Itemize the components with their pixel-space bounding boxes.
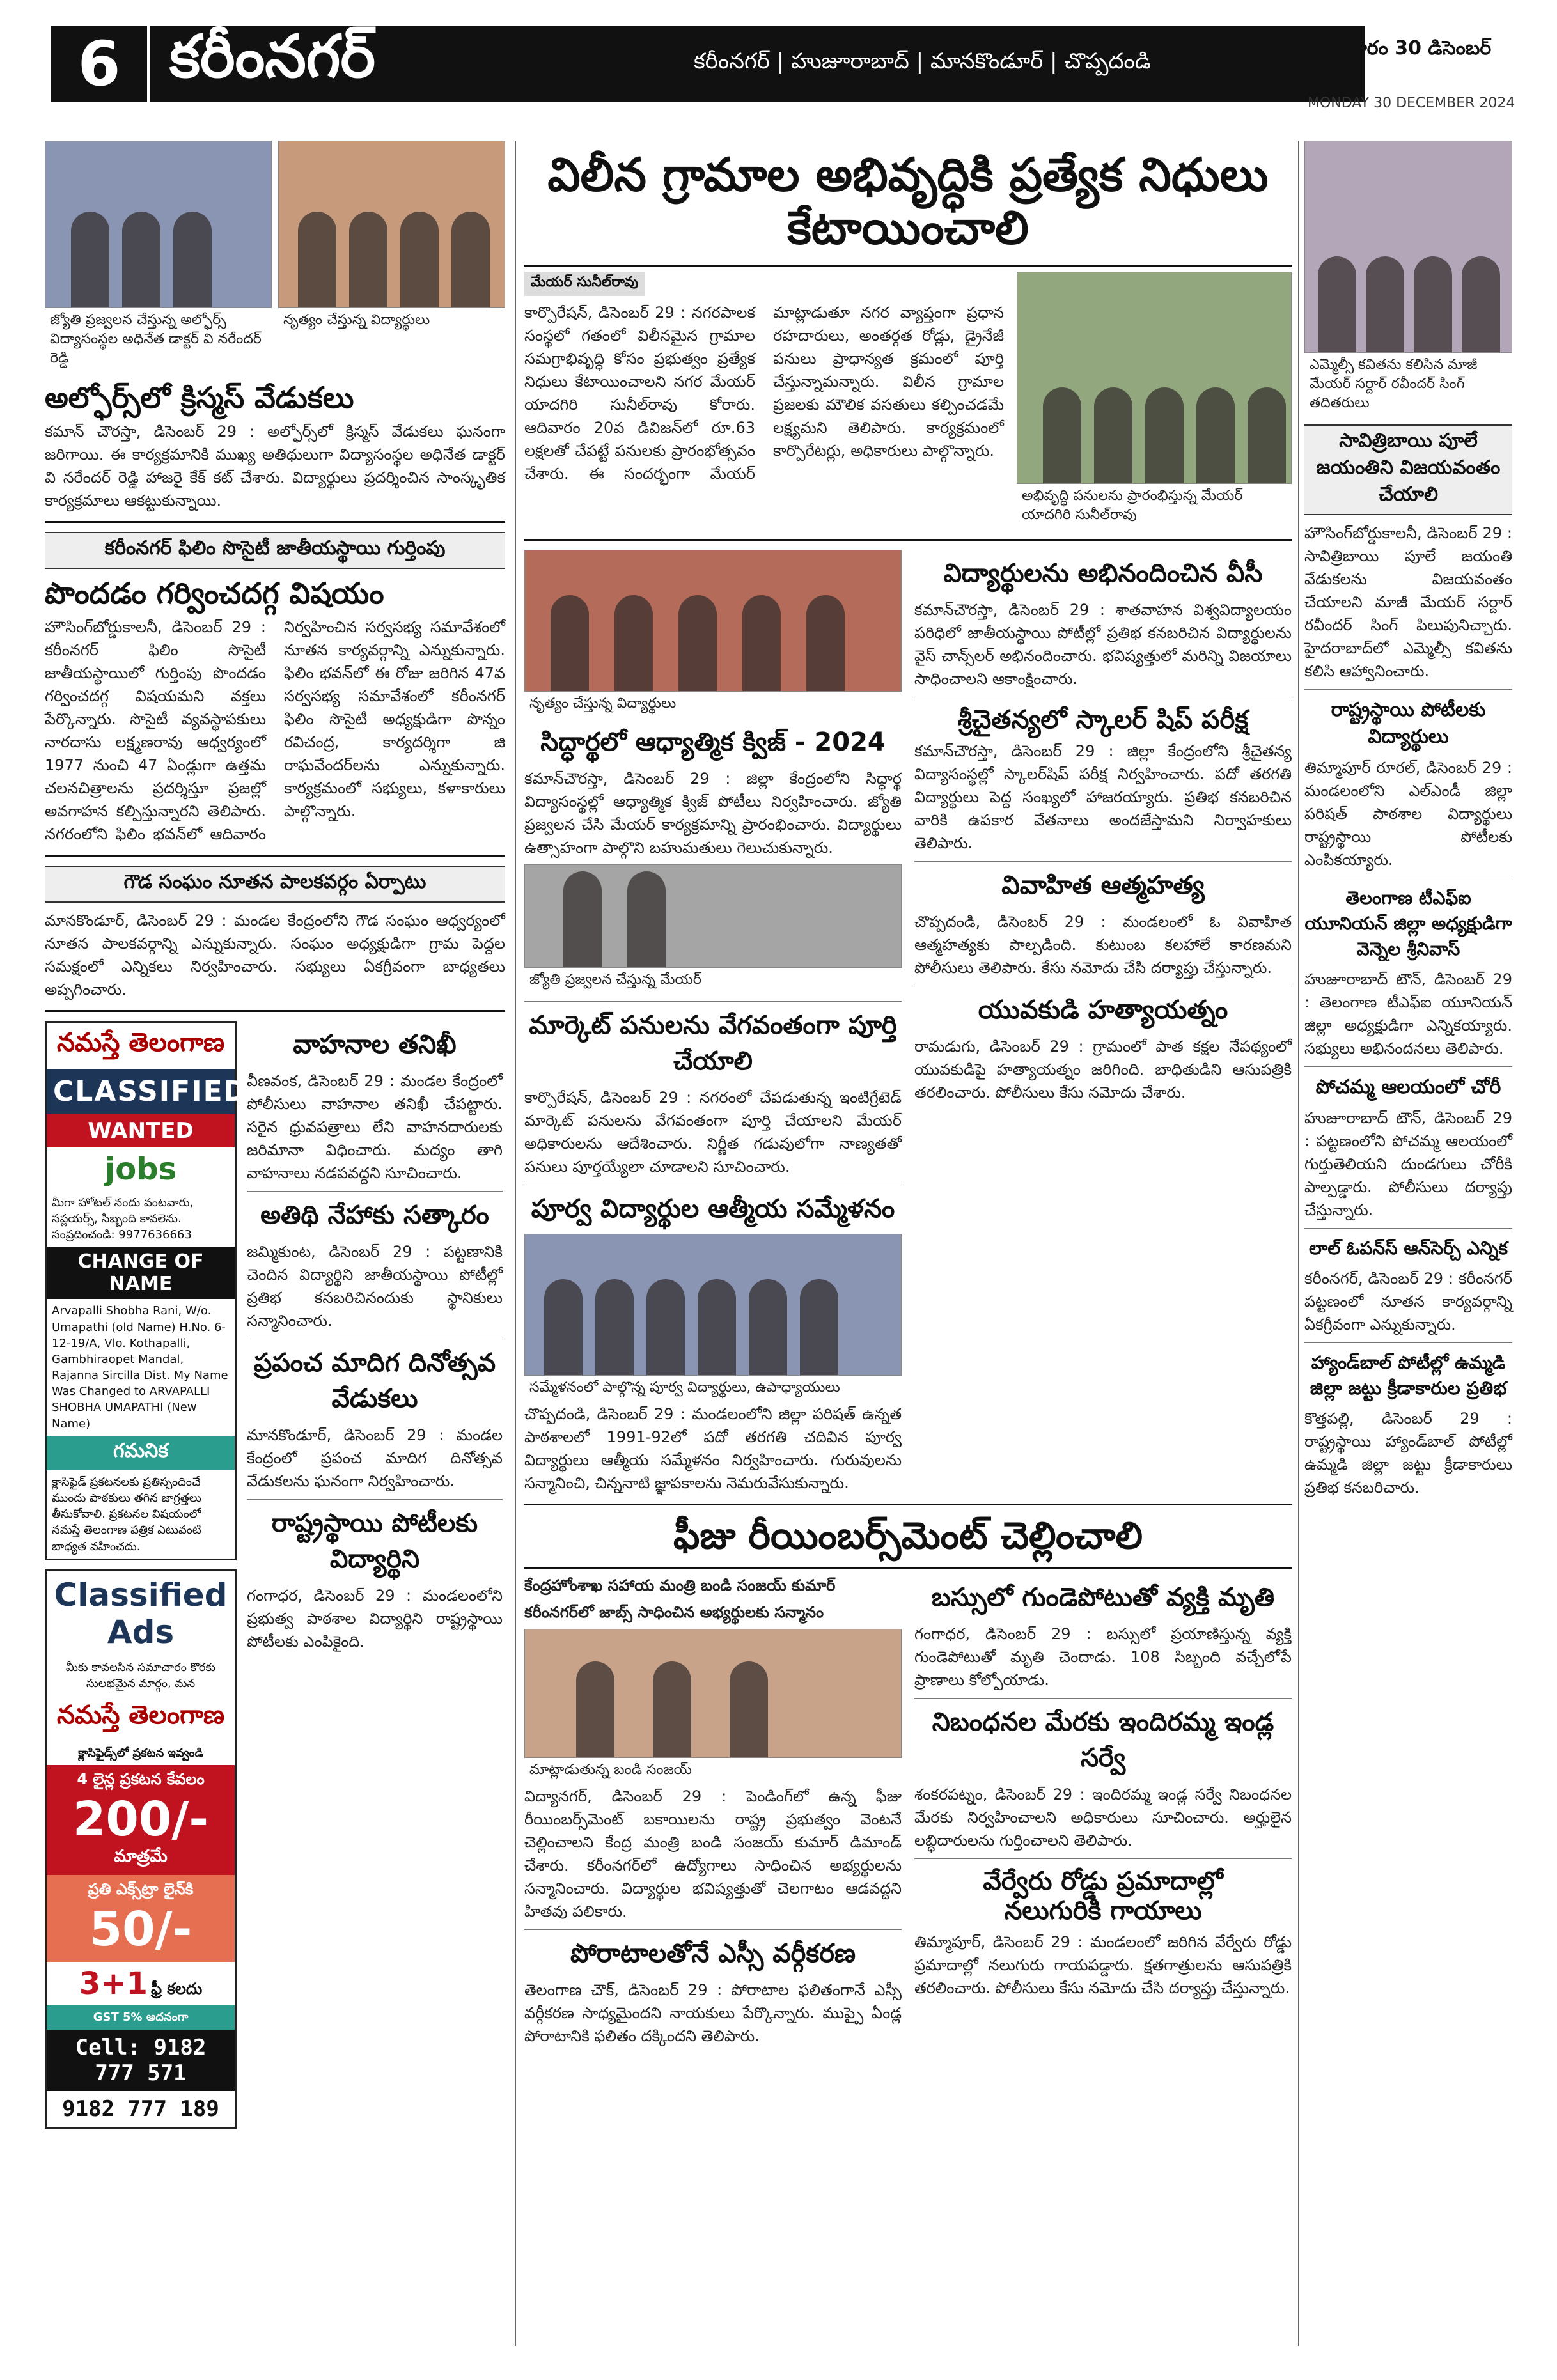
headline: మార్కెట్ పనులను వేగవంతంగా పూర్తి చేయాలి bbox=[529, 1010, 897, 1076]
headline: పోచమ్మ ఆలయంలో చోరీ bbox=[1315, 1076, 1501, 1098]
article-body: విద్యానగర్, డిసెంబర్ 29 : పెండింగ్‌లో ఉన్న ఫీజు రీయింబర్స్‌మెంట్ బకాయిలను రాష్ట్ర ప్రభుత్వం వెంటనే చెల్లించాలని కేంద్ర మంత్రి బండి సంజయ్ కుమార్ డిమాండ్ చేశారు. కరీంనగర్‌లో ఉద్యోగాలు సాధించిన అభ్యర్థులను సన్మానించారు. విద్యార్థుల భవిష్యత్తుతో చెలగాటం ఆడవద్దని హితవు పలికారు. bbox=[524, 1787, 902, 1921]
headline: నలుగురికి గాయాలు bbox=[1004, 1896, 1202, 1926]
ad-brand: నమస్తే తెలంగాణ bbox=[56, 1700, 225, 1731]
ad-phone: 9182 777 189 bbox=[47, 2091, 235, 2127]
article-body: తిమ్మాపూర్, డిసెంబర్ 29 : మండలంలో జరిగిన వేర్వేరు రోడ్డు ప్రమాదాల్లో నలుగురు గాయపడ్డారు. క్షతగాత్రులను ఆసుపత్రికి తరలించారు. పోలీసులు కేసు నమోదు చేసి దర్యాప్తు చేస్తున్నారు. bbox=[914, 1933, 1292, 1998]
left-column bbox=[45, 141, 505, 2138]
ad-price: 4 లైన్ల ప్రకటన కేవలం 200/- మాత్రమే bbox=[47, 1765, 235, 1875]
article-body: కమాన్ చౌరస్తా, డిసెంబర్ 29 : అల్ఫోర్స్‌లో క్రిస్మస్ వేడుకలు ఘనంగా జరిగాయి. ఈ కార్యక్రమానికి ముఖ్య అతిథులుగా విద్యాసంస్థల అధినేత డాక్టర్ వి నరేందర్ రెడ్డి హాజరై కేక్ కట్ చేశారు. విద్యార్థులు ప్రదర్శించిన సాంస్కృతిక కార్యక్రమాలు ఆకట్టుకున్నాయి. bbox=[45, 422, 505, 509]
article-body: తెలంగాణ చౌక్, డిసెంబర్ 29 : పోరాటాల ఫలితంగానే ఎస్సీ వర్గీకరణ సాధ్యమైందని నాయకులు పేర్కొన్నారు. ముప్పై ఏండ్ల పోరాటానికి ఫలితం దక్కిందని తెలిపారు. bbox=[524, 1981, 902, 2046]
right-column bbox=[1304, 141, 1512, 1499]
headline: నిబంధనల మేరకు ఇందిరమ్మ ఇండ్ల సర్వే bbox=[932, 1707, 1274, 1773]
ad-title: Classified Ads bbox=[54, 1576, 228, 1651]
article-body: హుజూరాబాద్ టౌన్, డిసెంబర్ 29 : పట్టణంలోని పోచమ్మ ఆలయంలో గుర్తుతెలియని దుండగులు చోరీకి పాల్పడ్డారు. పోలీసులు దర్యాప్తు చేస్తున్నారు. bbox=[1304, 1109, 1512, 1219]
photo-caption: ఎమ్మెల్సీ కవితను కలిసిన మాజీ మేయర్ సర్దార్ రవీందర్ సింగ్ తదితరులు bbox=[1310, 357, 1478, 411]
date-block bbox=[1308, 26, 1519, 111]
photo-caption: మాట్లాడుతున్న బండి సంజయ్ bbox=[529, 1762, 692, 1778]
column-divider bbox=[515, 141, 516, 2346]
news-photo bbox=[1304, 141, 1512, 353]
headline: వివాహిత ఆత్మహత్య bbox=[1001, 870, 1205, 900]
ad-text: మీగా హోటల్ నందు వంటవారు, సప్లయర్స్, సిబ్బంది కావలెను. సంప్రదించండి: 9977636663 bbox=[52, 1195, 194, 1242]
ad-gst: GST 5% అదనంగా bbox=[47, 2005, 235, 2029]
headline: హ్యాండ్‌బాల్ పోటీల్లో ఉమ్మడి జిల్లా జట్టు క్రీడాకారుల ప్రతిభ bbox=[1310, 1352, 1507, 1399]
ad-price-extra: ప్రతి ఎక్స్‌ట్రా లైన్‌కి 50/- bbox=[47, 1875, 235, 1962]
ad-jobs: jobs bbox=[104, 1151, 177, 1187]
article-body: కార్పొరేషన్, డిసెంబర్ 29 : నగరంలో చేపడుతున్న ఇంటిగ్రేటెడ్ మార్కెట్ పనులను వేగవంతంగా పూర్తి చేయాలని మేయర్ అధికారులను ఆదేశించారు. నిర్ణీత గడువులోగా నాణ్యతతో పనులు పూర్తయ్యేలా చూడాలని సూచించారు. bbox=[524, 1088, 902, 1176]
headline: విద్యార్థులను అభినందించిన వీసీ bbox=[943, 558, 1263, 588]
news-photo bbox=[524, 1629, 902, 1758]
article-body: చొప్పదండి, డిసెంబర్ 29 : మండలంలోని జిల్లా పరిషత్ ఉన్నత పాఠశాలలో 1991-92లో పదో తరగతి చదివిన పూర్వ విద్యార్థులు ఆత్మీయ సమ్మేళనం నిర్వహించారు. గురువులను సన్మానించి, చిన్ననాటి జ్ఞాపకాలను నెమరువేసుకున్నారు. bbox=[524, 1404, 902, 1492]
article-body: కరీంనగర్, డిసెంబర్ 29 : కరీంనగర్ పట్టణంలో నూతన కార్యవర్గాన్ని ఏకగ్రీవంగా ఎన్నుకున్నారు. bbox=[1304, 1270, 1512, 1334]
ad-text: మీకు కావలసిన సమాచారం కొరకు సులభమైన మార్గం, మన bbox=[65, 1660, 216, 1690]
ad-notice-head: గమనిక bbox=[47, 1436, 235, 1470]
news-photo bbox=[524, 864, 902, 968]
headline: యువకుడి హత్యాయత్నం bbox=[978, 995, 1228, 1025]
date-en: MONDAY 30 DECEMBER 2024 bbox=[1308, 95, 1515, 111]
headline: ప్రపంచ మాదిగ దినోత్సవ వేడుకలు bbox=[253, 1348, 496, 1413]
headline: పోరాటాలతోనే ఎస్సీ వర్గీకరణ bbox=[570, 1939, 856, 1969]
ad-text: క్లాసిఫైడ్స్‌లో ప్రకటన ఇవ్వండి bbox=[78, 1746, 203, 1761]
ad-block bbox=[45, 1569, 237, 2129]
article-body: మానకొండూర్, డిసెంబర్ 29 : మండల కేంద్రంలో ప్రపంచ మాదిగ దినోత్సవ వేడుకలను ఘనంగా నిర్వహించారు. bbox=[247, 1426, 503, 1490]
photo-caption: నృత్యం చేస్తున్న విద్యార్థులు bbox=[529, 695, 677, 712]
photo-caption: జ్యోతి ప్రజ్వలన చేస్తున్న అల్ఫోర్స్ విద్యాసంస్థల అధినేత డాక్టర్ వి నరేందర్ రెడ్డి bbox=[50, 312, 262, 366]
headline: శ్రీచైతన్యలో స్కాలర్ షిప్ పరీక్ష bbox=[957, 704, 1249, 735]
news-photo bbox=[278, 141, 505, 308]
headline: సిద్ధార్థలో ఆధ్యాత్మిక క్విజ్‌ - 2024 bbox=[540, 727, 886, 757]
article-body: రామడుగు, డిసెంబర్ 29 : గ్రామంలో పాత కక్షల నేపథ్యంలో యువకుడిపై హత్యాయత్నం జరిగింది. బాధితుడిని ఆసుపత్రికి తరలించారు. పోలీసులు కేసు నమోదు చేశారు. bbox=[914, 1037, 1292, 1101]
article-body: కమాన్‌చౌరస్తా, డిసెంబర్ 29 : జిల్లా కేంద్రంలోని సిద్ధార్థ విద్యాసంస్థల్లో ఆధ్యాత్మిక క్విజ్ పోటీలు నిర్వహించారు. జ్యోతి ప్రజ్వలన చేసి మేయర్ కార్యక్రమాన్ని ప్రారంభించారు. విద్యార్థులు ఉత్సాహంగా పాల్గొని బహుమతులు గెలుచుకున్నారు. bbox=[524, 769, 902, 857]
headline: రాష్ట్రస్థాయి పోటీలకు విద్యార్థిని bbox=[271, 1508, 478, 1574]
ad-change-head: CHANGE OF NAME bbox=[47, 1247, 235, 1299]
page-number: 6 bbox=[51, 26, 147, 102]
ad-phone: Cell: 9182 777 571 bbox=[47, 2030, 235, 2091]
photo-caption: జ్యోతి ప్రజ్వలన చేస్తున్న మేయర్ bbox=[529, 971, 701, 988]
headline: పూర్వ విద్యార్థుల ఆత్మీయ సమ్మేళనం bbox=[531, 1194, 895, 1224]
headline: అల్ఫోర్స్‌లో క్రిస్మస్ వేడుకలు bbox=[45, 380, 354, 415]
edition-title: కరీంనగర్ bbox=[169, 22, 375, 91]
headline: రాష్ట్రస్థాయి పోటీలకు విద్యార్థులు bbox=[1331, 699, 1486, 748]
date-te: సోమవారం 30 డిసెంబర్ 2024 bbox=[1308, 37, 1492, 86]
ad-text: Arvapalli Shobha Rani, W/o. Umapathi (old Name) H.No. 6-12-19/A, Vlo. Kothapalli, Gambhiraopet Mandal, Rajanna Sircilla Dist. My Name Was Changed to ARVAPALLI SHOBHA UMAPATHI (New Name) bbox=[52, 1304, 228, 1431]
ad-offer: 3+1 ఫ్రీ కలదు bbox=[79, 1966, 203, 2002]
article-body: హుజూరాబాద్ టౌన్, డిసెంబర్ 29 : తెలంగాణ టీఎఫ్‌ఐ యూనియన్ జిల్లా అధ్యక్షుడిగా ఎన్నికయ్యారు. సభ్యులు అభినందనలు తెలిపారు. bbox=[1304, 970, 1512, 1057]
center-column bbox=[524, 141, 1292, 2048]
photo-caption: నృత్యం చేస్తున్న విద్యార్థులు bbox=[283, 312, 430, 328]
headline: తెలంగాణ టీఎఫ్‌ఐ యూనియన్ జిల్లా అధ్యక్షుడిగా వెన్నెల శ్రీనివాస్ bbox=[1304, 887, 1512, 960]
headline: పొందడం గర్వించదగ్గ విషయం bbox=[45, 575, 384, 611]
article-body: మానకొండూర్, డిసెంబర్ 29 : మండల కేంద్రంలోని గౌడ సంఘం ఆధ్వర్యంలో నూతన పాలకవర్గాన్ని ఎన్నుకున్నారు. సంఘం అధ్యక్షుడిగా గ్రామ పెద్దల సమక్షంలో ఎన్నికలు నిర్వహించారు. సభ్యులు ఏకగ్రీవంగా బాధ్యతలు అప్పగించారు. bbox=[45, 911, 505, 999]
bullet: కరీంనగర్‌లో జాబ్స్ సాధించిన అభ్యర్థులకు సన్మానం bbox=[524, 1603, 824, 1622]
classified-ads bbox=[45, 1021, 249, 2138]
kicker: కరీంనగర్ ఫిలిం సొసైటీ జాతీయస్థాయి గుర్తింపు bbox=[45, 532, 505, 569]
sub-editions: కరీంనగర్ | హుజూరాబాద్ | మానకొండూర్ | చొప్పదండి bbox=[694, 49, 1151, 74]
lead-headline: విలీన గ్రామాల అభివృద్ధికి ప్రత్యేక నిధులు కేటాయించాలి bbox=[524, 148, 1292, 267]
bullet: కేంద్రహోంశాఖ సహాయ మంత్రి బండి సంజయ్ కుమార్ bbox=[524, 1576, 836, 1595]
article-body: వీణవంక, డిసెంబర్ 29 : మండల కేంద్రంలో పోలీసులు వాహనాల తనిఖీ చేపట్టారు. సరైన ధ్రువపత్రాలు లేని వాహనదారులకు జరిమానా విధించారు. మద్యం తాగి వాహనాలు నడపవద్దని సూచించారు. bbox=[247, 1071, 503, 1182]
photo-caption: అభివృద్ధి పనులను ప్రారంభిస్తున్న మేయర్ యాదగిరి సునీల్‌రావు bbox=[1022, 487, 1243, 523]
headline: అతిథి నేహాకు సత్కారం bbox=[260, 1200, 489, 1230]
news-photo bbox=[524, 550, 902, 692]
ad-classified-label: CLASSIFIED bbox=[47, 1069, 235, 1114]
article-body: గంగాధర, డిసెంబర్ 29 : బస్సులో ప్రయాణిస్తున్న వ్యక్తి గుండెపోటుతో మృతి చెందాడు. 108 సిబ్బంది వచ్చేలోపే ప్రాణాలు కోల్పోయాడు. bbox=[914, 1625, 1292, 1690]
headline: వేర్వేరు రోడ్డు ప్రమాదాల్లో bbox=[983, 1867, 1223, 1897]
kicker: గౌడ సంఘం నూతన పాలకవర్గం ఏర్పాటు bbox=[45, 866, 505, 903]
masthead bbox=[19, 0, 1538, 109]
article-body: హౌసింగ్‌బోర్డుకాలనీ, డిసెంబర్ 29 : సావిత్రిబాయి పూలే జయంతి వేడుకలను విజయవంతం చేయాలని మాజీ మేయర్ సర్దార్ రవీందర్ సింగ్ పిలుపునిచ్చారు. హైదరాబాద్‌లో ఎమ్మెల్సీ కవితను కలిసి ఆహ్వానించారు. bbox=[1304, 524, 1512, 680]
title-bar bbox=[150, 22, 1365, 102]
column-divider bbox=[1298, 141, 1299, 2346]
ad-text: క్లాసిఫైడ్ ప్రకటనలకు ప్రతిస్పందించే ముందు పాఠకులు తగిన జాగ్రత్తలు తీసుకోవాలి. ప్రకటనల విషయంలో నమస్తే తెలంగాణ పత్రిక ఎటువంటి బాధ్యత వహించదు. bbox=[52, 1475, 201, 1553]
article-body: కమాన్‌చౌరస్తా, డిసెంబర్ 29 : శాతవాహన విశ్వవిద్యాలయం పరిధిలో జాతీయస్థాయి పోటీల్లో ప్రతిభ కనబరిచిన విద్యార్థులను వైస్ చాన్స్‌లర్ అభినందించారు. భవిష్యత్తులో మరిన్ని విజయాలు సాధించాలని ఆకాంక్షించారు. bbox=[914, 600, 1292, 688]
article-body: కొత్తపల్లి, డిసెంబర్ 29 : రాష్ట్రస్థాయి హ్యాండ్‌బాల్ పోటీల్లో ఉమ్మడి జిల్లా జట్టు క్రీడాకారులు ప్రతిభ కనబరిచారు. bbox=[1304, 1410, 1512, 1497]
article-body: కార్పొరేషన్, డిసెంబర్ 29 : నగరపాలక సంస్థలో గతంలో విలీనమైన గ్రామాల సమగ్రాభివృద్ధి కోసం ప్రభుత్వం ప్రత్యేక నిధులు కేటాయించాలని నగర మేయర్ యాదగిరి సునీల్‌రావు కోరారు. ఆదివారం 20వ డివిజన్‌లో రూ.63 లక్షలతో చేపట్టే పనులకు ప్రారంభోత్సవం చేశారు. ఈ సందర్భంగా మేయర్ మాట్లాడుతూ నగర వ్యాప్తంగా ప్రధాన రహదారులు, అంతర్గత రోడ్లు, డ్రైనేజీ పనులు ప్రాధాన్యత క్రమంలో పూర్తి చేస్తున్నామన్నారు. విలీన గ్రామాల ప్రజలకు మౌలిక వసతులు కల్పించడమే లక్ష్యమని తెలిపారు. కార్యక్రమంలో కార్పొరేటర్లు, అధికారులు పాల్గొన్నారు. bbox=[524, 303, 1004, 483]
article-body: గంగాధర, డిసెంబర్ 29 : మండలంలోని ప్రభుత్వ పాఠశాల విద్యార్థిని రాష్ట్రస్థాయి పోటీలకు ఎంపికైంది. bbox=[247, 1586, 503, 1651]
ad-brand: నమస్తే తెలంగాణ bbox=[56, 1027, 225, 1057]
byline: మేయర్ సునీల్‌రావు bbox=[524, 272, 645, 296]
ad-wanted: WANTED bbox=[47, 1114, 235, 1147]
headline: వాహనాల తనిఖీ bbox=[293, 1029, 457, 1059]
article-body: శంకరపట్నం, డిసెంబర్ 29 : ఇందిరమ్మ ఇండ్ల సర్వే నిబంధనల మేరకు నిర్వహించాలని అధికారులు సూచించారు. అర్హులైన లబ్ధిదారులను గుర్తించాలని తెలిపారు. bbox=[914, 1785, 1292, 1850]
news-photo bbox=[1017, 272, 1292, 484]
article-body: కమాన్‌చౌరస్తా, డిసెంబర్ 29 : జిల్లా కేంద్రంలోని శ్రీచైతన్య విద్యాసంస్థల్లో స్కాలర్‌షిప్ పరీక్ష నిర్వహించారు. పదో తరగతి విద్యార్థులు పెద్ద సంఖ్యలో హాజరయ్యారు. ప్రతిభ కనబరిచిన వారికి ఉపకార వేతనాలు అందజేస్తామని నిర్వాహకులు తెలిపారు. bbox=[914, 742, 1292, 852]
ad-block bbox=[45, 1021, 249, 1560]
headline: లాల్ ఓపన్‌స్ ఆన్‌సెర్చ్ ఎన్నిక bbox=[1309, 1238, 1508, 1259]
news-photo bbox=[45, 141, 272, 308]
article-body: చొప్పదండి, డిసెంబర్ 29 : మండలంలో ఓ వివాహిత ఆత్మహత్యకు పాల్పడింది. కుటుంబ కలహాలే కారణమని పోలీసులు తెలిపారు. కేసు నమోదు చేసి దర్యాప్తు చేస్తున్నారు. bbox=[914, 912, 1292, 977]
headline: సావిత్రిబాయి పూలే జయంతిని విజయవంతం చేయాలి bbox=[1304, 424, 1512, 515]
article-body: తిమ్మాపూర్ రూరల్, డిసెంబర్ 29 : మండలంలోని ఎల్‌ఎండీ జిల్లా పరిషత్ పాఠశాల విద్యార్థులు రాష్ట్రస్థాయి పోటీలకు ఎంపికయ్యారు. bbox=[1304, 759, 1512, 869]
article-body: జమ్మికుంట, డిసెంబర్ 29 : పట్టణానికి చెందిన విద్యార్థిని జాతీయస్థాయి పోటీల్లో ప్రతిభ కనబరిచినందుకు స్థానికులు సన్మానించారు. bbox=[247, 1242, 503, 1330]
headline: ఫీజు రీయింబర్స్‌మెంట్ చెల్లించాలి bbox=[524, 1514, 1292, 1569]
news-photo bbox=[524, 1234, 902, 1376]
headline: బస్సులో గుండెపోటుతో వ్యక్తి మృతి bbox=[931, 1583, 1275, 1613]
article-body: హౌసింగ్‌బోర్డుకాలనీ, డిసెంబర్ 29 : కరీంనగర్ ఫిలిం సొసైటీ జాతీయస్థాయిలో గుర్తింపు పొందడం గర్వించదగ్గ విషయమని వక్తలు పేర్కొన్నారు. సొసైటీ వ్యవస్థాపకులు నారదాసు లక్ష్మణరావు ఆధ్వర్యంలో 1977 నుంచి 47 ఏండ్లుగా ఉత్తమ చలనచిత్రాలను ప్రదర్శిస్తూ ప్రజల్లో అవగాహన కల్పిస్తున్నారని తెలిపారు. నగరంలోని ఫిలిం భవన్‌లో ఆదివారం నిర్వహించిన సర్వసభ్య సమావేశంలో నూతన కార్యవర్గాన్ని ఎన్నుకున్నారు. ఫిలిం భవన్‌లో ఈ రోజు జరిగిన 47వ సర్వసభ్య సమావేశంలో కరీంనగర్ ఫిలిం సొసైటీ అధ్యక్షుడిగా పొన్నం రవిచంద్ర, కార్యదర్శిగా జి రాఘవేందర్‌లను ఎన్నుకున్నారు. కార్యక్రమంలో సభ్యులు, కళాకారులు పాల్గొన్నారు. bbox=[45, 618, 505, 843]
photo-caption: సమ్మేళనంలో పాల్గొన్న పూర్వ విద్యార్థులు, ఉపాధ్యాయులు bbox=[529, 1379, 840, 1396]
